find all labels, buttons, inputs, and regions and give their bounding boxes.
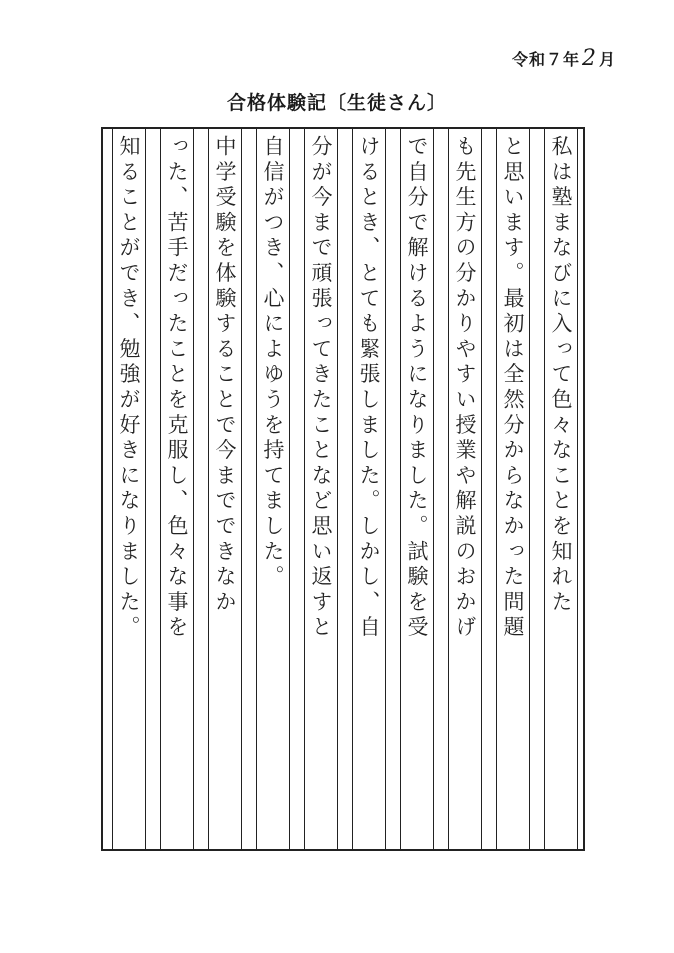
essay-column-4 <box>400 129 434 849</box>
essay-column-8 <box>208 129 242 849</box>
essay-column-text: 分が今まで頑張ってきたことなど思い返すと <box>309 135 333 641</box>
essay-column-7 <box>256 129 290 849</box>
essay-column-text: 知ることができ、勉強が好きになりました。 <box>117 135 141 641</box>
essay-column-2 <box>496 129 530 849</box>
essay-column-text: も先生方の分かりやすい授業や解説のおかげ <box>453 135 477 641</box>
manuscript-sheet <box>101 127 585 851</box>
essay-column-10 <box>112 129 146 849</box>
essay-column-text: けるとき、とても緊張しました。しかし、自 <box>357 135 381 641</box>
essay-column-text: った、苦手だったことを克服し、色々な事を <box>165 135 189 641</box>
essay-column-3 <box>448 129 482 849</box>
essay-column-text: 中学受験を体験することで今までできなか <box>213 135 237 616</box>
page-title: 合格体験記〔生徒さん〕 <box>226 92 447 114</box>
essay-column-text: で自分で解けるようになりました。試験を受 <box>405 135 429 641</box>
date-suffix: 月 <box>598 50 616 69</box>
essay-column-9 <box>160 129 194 849</box>
date-month: 2 <box>581 46 597 71</box>
essay-column-1 <box>544 129 578 849</box>
essay-column-text: と思います。最初は全然分からなかった問題 <box>501 135 525 641</box>
essay-column-5 <box>352 129 386 849</box>
essay-column-6 <box>304 129 338 849</box>
essay-column-text: 自信がつき、心によゆうを持てました。 <box>261 135 285 591</box>
essay-column-text: 私は塾まなびに入って色々なことを知れた <box>549 135 573 616</box>
date-prefix: 令和７年 <box>511 50 580 69</box>
date-line <box>512 46 616 71</box>
